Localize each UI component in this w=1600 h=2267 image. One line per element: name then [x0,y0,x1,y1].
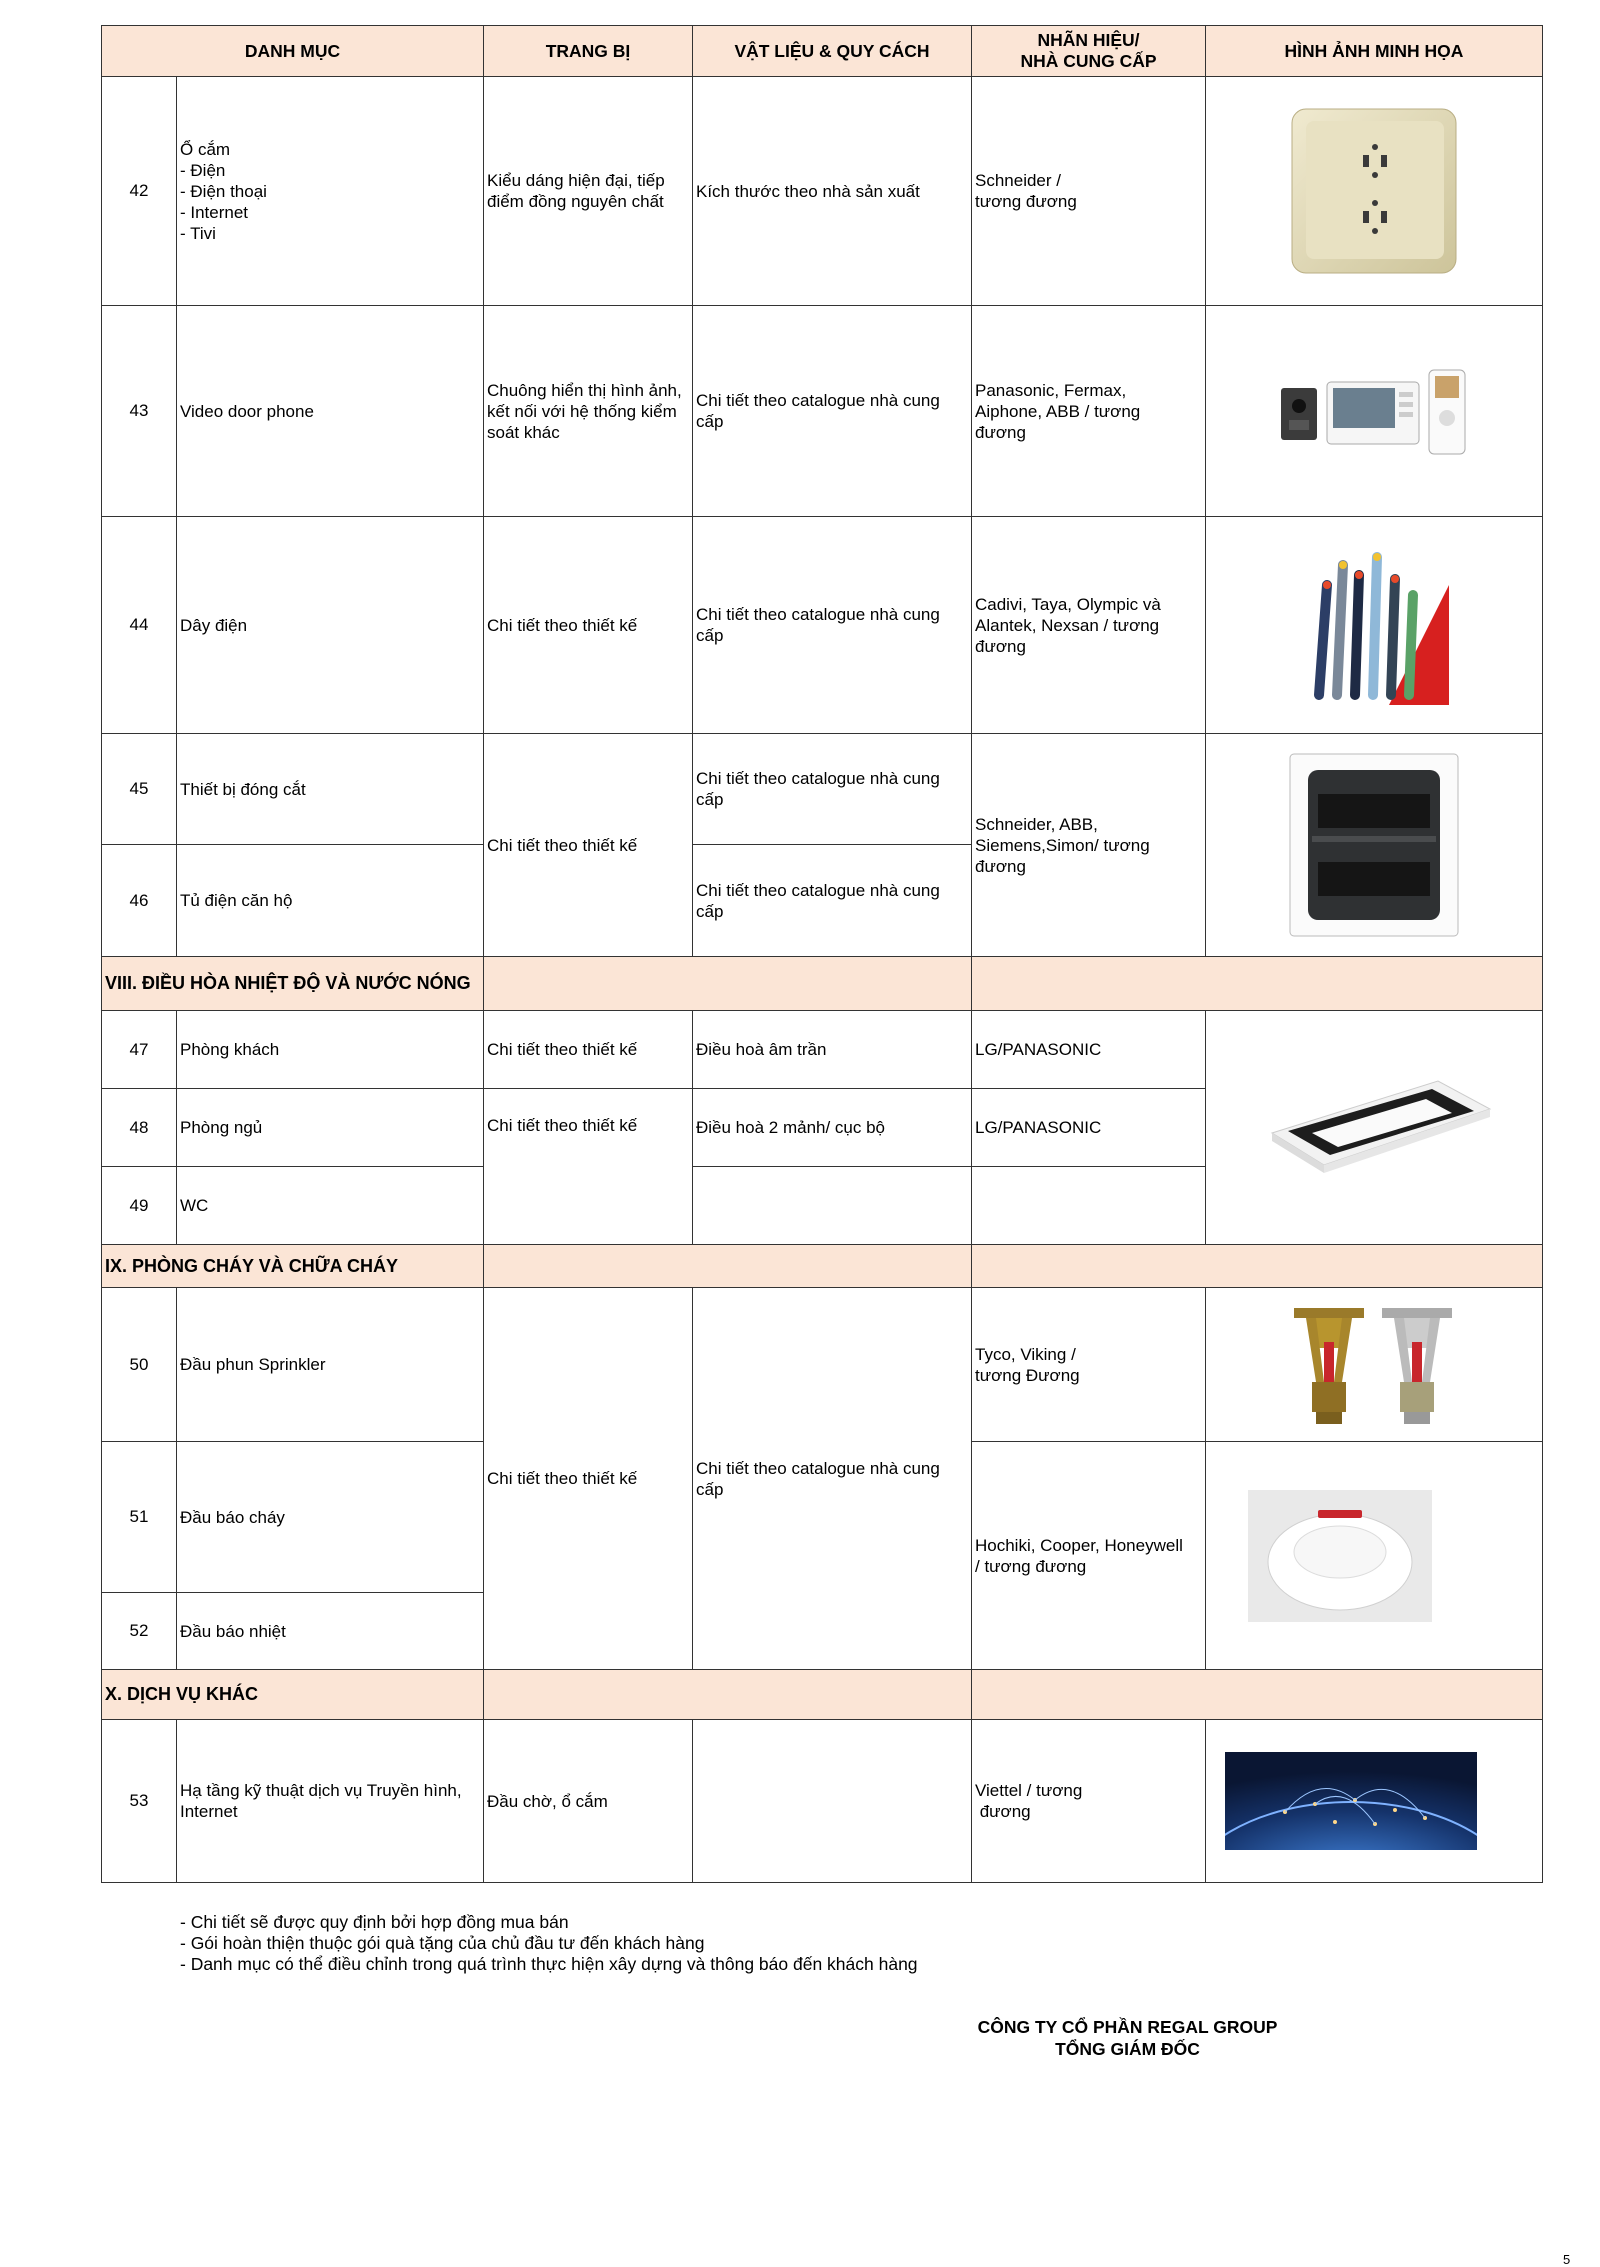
brand-cell [972,1720,1206,1883]
signatory-title: TỔNG GIÁM ĐỐC [1055,2039,1200,2059]
brand-line: đương [975,856,1026,876]
header-material: VẬT LIỆU & QUY CÁCH [693,26,972,77]
item-name-line: - Điện [180,160,226,180]
item-name-line: - Điện thoại [180,181,267,201]
section-title-viii: VIII. ĐIỀU HÒA NHIỆT ĐỘ VÀ NƯỚC NÓNG [102,957,484,1011]
brand-cell [972,734,1206,957]
material-cell: Kích thước theo nhà sản xuất [693,77,972,306]
item-name: Tủ điện căn hộ [177,845,484,957]
image-cell [1206,517,1543,734]
image-cell [1206,1720,1543,1883]
global-network-image [1225,1752,1477,1850]
table-row [102,1720,1543,1883]
brand-line: Cadivi, Taya, Olympic và [975,594,1161,614]
row-number: 49 [102,1167,177,1245]
note-line: - Chi tiết sẽ được quy định bởi hợp đồng mua bán [180,1912,569,1932]
brand-line: tương Đương [975,1365,1080,1385]
table-row [102,1011,1543,1089]
image-cell [1206,734,1543,957]
header-brand-line1: NHÃN HIỆU/ [1037,30,1140,50]
ceiling-air-conditioner-image [1252,1073,1496,1183]
item-name: Thiết bị đóng cắt [177,734,484,845]
material-cell: Chi tiết theo catalogue nhà cung cấp [693,517,972,734]
image-cell [1206,1442,1543,1670]
item-name [177,77,484,306]
section-fill [972,957,1543,1011]
table-row [102,1288,1543,1442]
page-number: 5 [1563,2252,1571,2267]
notes [180,1912,918,1975]
image-cell [1206,77,1543,306]
equipment-cell: Chi tiết theo thiết kế [484,1288,693,1670]
item-name-line: - Tivi [180,223,216,243]
note-line: - Gói hoàn thiện thuộc gói quà tặng của chủ đầu tư đến khách hàng [180,1933,705,1953]
item-name-line: - Internet [180,202,249,222]
equipment-cell: Chi tiết theo thiết kế [484,1089,693,1245]
item-name: WC [177,1167,484,1245]
brand-line: đương [975,636,1026,656]
row-number: 53 [102,1720,177,1883]
distribution-board-image [1286,750,1462,940]
brand-cell: LG/PANASONIC [972,1011,1206,1089]
item-name: Phòng ngủ [177,1089,484,1167]
brand-line: / tương đương [975,1556,1087,1576]
row-number: 44 [102,517,177,734]
brand-cell [972,1288,1206,1442]
material-cell [693,1720,972,1883]
material-cell: Chi tiết theo catalogue nhà cung cấp [693,845,972,957]
brand-cell: LG/PANASONIC [972,1089,1206,1167]
equipment-cell: Chi tiết theo thiết kế [484,734,693,957]
sprinkler-heads-image [1286,1302,1462,1428]
row-number: 42 [102,77,177,306]
material-cell [693,1167,972,1245]
table-header-row [102,26,1543,77]
specification-table [101,25,1543,1883]
material-cell: Chi tiết theo catalogue nhà cung cấp [693,734,972,845]
brand-cell [972,1167,1206,1245]
row-number: 48 [102,1089,177,1167]
item-name-line: Ổ cắm [180,139,231,159]
header-image: HÌNH ẢNH MINH HỌA [1206,26,1543,77]
brand-line: Aiphone, ABB / tương [975,401,1141,421]
section-title-x: X. DỊCH VỤ KHÁC [102,1670,484,1720]
table-row [102,306,1543,517]
row-number: 51 [102,1442,177,1593]
material-cell: Điều hoà âm trần [693,1011,972,1089]
wall-socket-image [1286,103,1462,279]
item-name: Dây điện [177,517,484,734]
header-category: DANH MỤC [102,26,484,77]
image-cell [1206,1288,1543,1442]
item-name: Đầu báo cháy [177,1442,484,1593]
brand-line: Tyco, Viking / [975,1344,1076,1364]
section-title-ix: IX. PHÒNG CHÁY VÀ CHỮA CHÁY [102,1245,484,1288]
brand-cell [972,1442,1206,1670]
item-name: Đầu phun Sprinkler [177,1288,484,1442]
header-brand [972,26,1206,77]
company-name: CÔNG TY CỔ PHẦN REGAL GROUP [977,2017,1278,2037]
electric-cables-image [1299,545,1449,705]
brand-cell [972,517,1206,734]
section-row [102,957,1543,1011]
section-fill [484,957,972,1011]
item-name: Phòng khách [177,1011,484,1089]
brand-cell [972,77,1206,306]
header-equipment: TRANG BỊ [484,26,693,77]
row-number: 46 [102,845,177,957]
video-door-phone-image [1279,366,1469,456]
brand-line: Hochiki, Cooper, Honeywell [975,1535,1183,1555]
brand-line: đương [975,1802,1031,1821]
row-number: 50 [102,1288,177,1442]
note-line: - Danh mục có thể điều chỉnh trong quá trình thực hiện xây dựng và thông báo đến khách hàng [180,1954,918,1974]
brand-line: tương đương [975,192,1077,211]
brand-line: Panasonic, Fermax, [975,380,1127,400]
row-number: 52 [102,1593,177,1670]
material-cell: Chi tiết theo catalogue nhà cung cấp [693,306,972,517]
brand-line: Siemens,Simon/ tương [975,835,1150,855]
smoke-detector-image [1248,1490,1432,1622]
section-row [102,1245,1543,1288]
brand-line: Schneider, ABB, [975,814,1098,834]
table-row [102,517,1543,734]
header-brand-line2: NHÀ CUNG CẤP [1020,51,1157,71]
section-fill [972,1245,1543,1288]
brand-line: Alantek, Nexsan / tương [975,615,1160,635]
table-row [102,734,1543,845]
equipment-cell: Đầu chờ, ổ cắm [484,1720,693,1883]
brand-cell [972,306,1206,517]
section-fill [484,1670,972,1720]
material-cell: Điều hoà 2 mảnh/ cục bộ [693,1089,972,1167]
item-name: Video door phone [177,306,484,517]
image-cell [1206,306,1543,517]
brand-line: Viettel / tương [975,1781,1083,1800]
section-row [102,1670,1543,1720]
image-cell [1206,1011,1543,1245]
table-row [102,77,1543,306]
equipment-cell: Kiểu dáng hiện đại, tiếp điểm đồng nguyên chất [484,77,693,306]
equipment-cell: Chi tiết theo thiết kế [484,1011,693,1089]
equipment-cell: Chuông hiển thị hình ảnh, kết nối với hệ thống kiểm soát khác [484,306,693,517]
equipment-cell: Chi tiết theo thiết kế [484,517,693,734]
row-number: 47 [102,1011,177,1089]
signature-block [940,2016,1315,2060]
brand-line: Schneider / [975,171,1061,190]
material-cell: Chi tiết theo catalogue nhà cung cấp [693,1288,972,1670]
row-number: 43 [102,306,177,517]
brand-line: đương [975,422,1026,442]
item-name: Hạ tầng kỹ thuật dịch vụ Truyền hình, Internet [177,1720,484,1883]
section-fill [972,1670,1543,1720]
item-name: Đầu báo nhiệt [177,1593,484,1670]
row-number: 45 [102,734,177,845]
section-fill [484,1245,972,1288]
